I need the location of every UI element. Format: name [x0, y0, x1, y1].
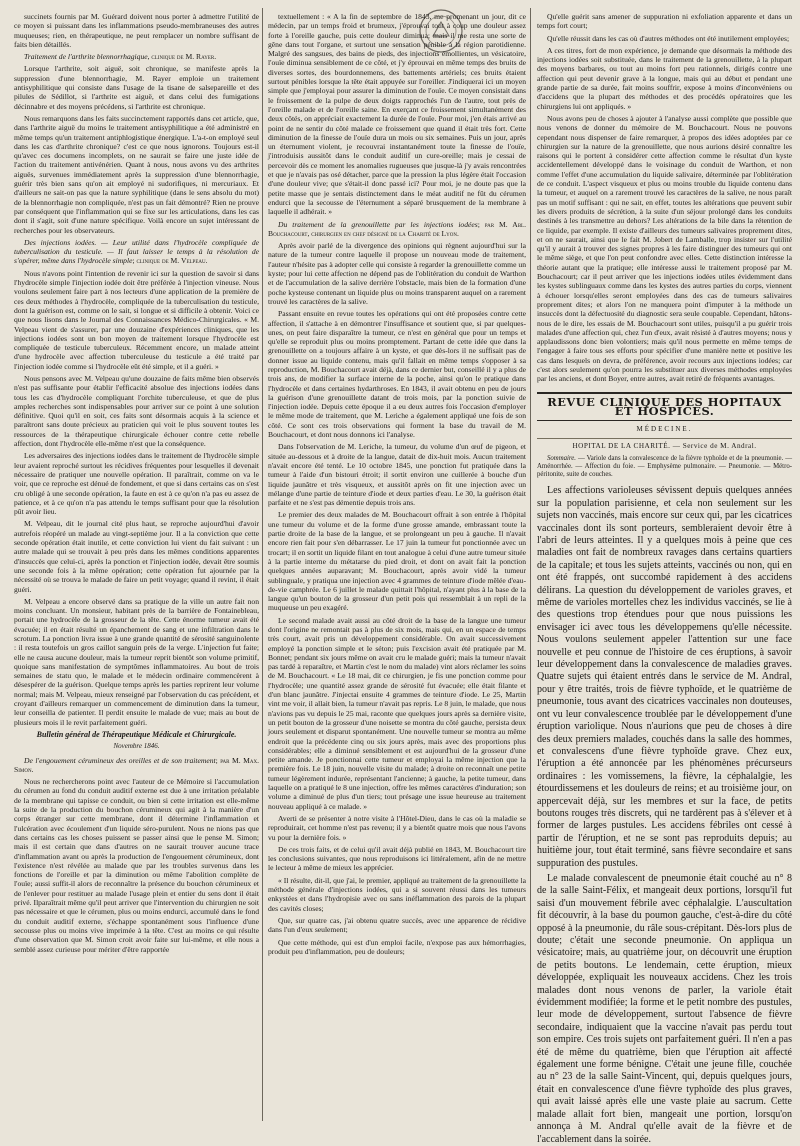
paragraph: Les affections varioleuses sévissent depuis quelques années sur la population parisienne, et cela non seulement sur les sujets non vaccinés, mais encore sur ceux qui, par les cicatrices vaccinales dont ils sont porteurs, sembleraient devoir être à l'abri de leurs atteintes. Il y a quelques mois à peine que ces maladies ont fait de nombreux ravages dans certains quartiers de la capitale; et tous les sujets atteints, vaccinés ou non, qui en ont été frappés, ont succombé rapidement à des accidens délirans. La question du développement de varioles graves, et même de varioles mortelles chez les individus vaccinés, se lie à des questions trop étendues pour que nous puissions les envisager ici avec tous les développemens qu'elle nécessite. Nous voulons seulement appeler l'attention sur une face nouvelle et peu connue de l'histoire de ces éruptions, à savoir leur développement dans la convalescence de maladies graves. Quatre sujets qui étaient entrés dans le service de M. Andral, pour y être traités, trois de fièvre typhoïde, et le quatrième de pneumonie, tous avant des cicatrices vaccinales non douteuses, ont vu leur convalescence troublée par le développement d'une éruption variolique. Nous n'aurions que peu de choses à dire des deux premiers malades, couchés dans la salle des hommes, et convalescens d'une fièvre typhoïde grave. Chez eux, l'éruption a été annoncée par les phénomènes précurseurs ordinaires : les vomissemens, la fièvre, la céphalalgie, les étourdissemens et les douleurs de reins; et au troisième jour, on appercevait déjà, sur les membres et sur la face, de petits boutons rouges très discrets, qui ne tardèrent pas à s'élever et à former de larges pustules. Les accidens fébriles ont cessé à partir de l'éruption, et ne se sont pas reproduits depuis; au huitième jour, tout était terminé, sans fièvre secondaire et sans suppuration des pustules. — [537, 485, 792, 869]
journal-title: Bulletin général de Thérapeutique Médicale et Chirurgicale. — [36, 729, 237, 739]
column-left — [14, 12, 259, 1121]
article-heading — [14, 238, 259, 266]
paragraph: M. Velpeau, dit le journal cité plus haut, se reproche aujourd'hui d'avoir autrefois réopéré un malade au vingt-septième jour. Il a la conviction que cette seconde opération était inutile, et cette conviction lui vient du fait suivant : un autre malade qui se trouvait à peu près dans les mêmes conditions apparentes d'insuccès que celui-ci, après la ponction et l'injection iodée, devait être soumis une seconde fois à la même opération; cette opération fut ajournée par la nécessité où se trouva le malade de faire un petit voyage; quand il revint, il était guéri. — [14, 519, 259, 594]
paragraph: Les adversaires des injections iodées dans le traitement de l'hydrocèle simple leur avaient reproché surtout les récidives fréquentes pour lesquelles il devenait nécessaire de pratiquer une nouvelle opération. Il paraîtrait, comme on va le voir, que ce reproche est dénué de fondement, et que si dans certains cas on s'est cru obligé à une seconde opération, la faute en est à ce qu'on n'a pas eu assez de patience, et à ce qu'on n'a pas attendu le temps suffisant pour que la résolution pût avoir lieu. — [14, 451, 259, 517]
article-heading — [14, 756, 259, 775]
section-header — [537, 392, 792, 422]
paragraph: Le malade convalescent de pneumonie était couché au n° 8 de la salle Saint-Félix, et mangeait deux portions, lorsqu'il fut saisi d'un mouvement fébrile avec céphalalgie. L'auscultation fit découvrir, à la base du poumon gauche, c'est-à-dire du côté opposé à la pneumonie, du râle sous-crépitant. Dès-lors plus de doute; c'était une seconde pneumonie. On appliqua un vésicatoire; mais, au quatrième jour, on découvrit une éruption de petits boutons. Le lendemain, cette éruption, mieux développée, expliquait les nouveaux accidens. Chez les trois malades dont nous venons de parler, la variole était évidemment modifiée; la forme et le petit nombre des pustules, leur mode de développement, surtout l'absence de fièvre secondaire, indiquaient que la vaccine n'avait pas perdu tout son empire. Ces trois sujets ont parfaitement guéri. Il n'en a pas été de même du quatrième, bien que l'éruption ait affecté également une forme bénigne. C'était une jeune fille, couchée au n° 23 de la salle Saint-Vincent, qui, depuis quelques jours, était en convalescence d'une fièvre typhoïde des plus graves, qui avait laissé après elle une vaste plaie au sacrum. Cette malade allait fort bien, mangeait une portion, lorsqu'on annonça à M. Andral qu'elle avait de la fièvre et de l'accablement dans la soirée. — [537, 872, 792, 1145]
section-subtitle: MÉDECINE. — [636, 425, 693, 434]
article-title: Traitement de l'arthrite blennorrhagique — [24, 52, 148, 62]
column-rule-left — [262, 8, 263, 1121]
article-title: Du traitement de la grenouillette par les injections iodées — [278, 219, 478, 229]
paragraph: Passant ensuite en revue toutes les opérations qui ont été proposées contre cette affection, il s'attache à en démontrer l'insuffisance et soutient que, si par quelques-unes, on peut faire disparaître la tumeur, ce n'est en général que pour un temps et qu'elle se reproduit plus ou moins promptement. Partant de cette idée que dans la grenouillette on a toujours affaire à un kyste, et que dès-lors il ne suffisait pas de donner issue au liquide contenu, mais qu'il fallait en même temps s'opposer à sa reproduction, M. Bouchacourt avait déjà, dans ce dernier but, conseillé il y a plus de trois ans, de modifier la surface interne de la poche, ainsi qu'on le pratique dans l'hydrocèle et dans certaines hydarthroses. En 1843, il avait obtenu en peu de jours la guérison d'une grenouillette datant de trois mois, par la ponction suivie de l'injection iodée. Depuis cette époque il a eu deux autres fois l'occasion d'employer le même mode de traitement, que M. Leriche a également appliqué une fois de son côté. Ce sont ces trois observations qui forment la base du travail de M. Bouchacourt, et dont nous donnons ici l'analyse. — [268, 309, 526, 440]
article-body-large — [537, 485, 792, 1146]
paragraph: Nous ne rechercherons point avec l'auteur de ce Mémoire si l'accumulation du cérumen au fond du conduit auditif externe est due à une irritation préalable de la membrane qui tapisse ce conduit, ou bien si cette irritation est elle-même la suite de la production du bouchon cérumineux qui agit à la manière d'un corps étranger sur cette membrane, dont il détermine l'inflammation et l'ulcération avec écoulement d'un liquide séro-purulent. Nous ne nions pas que dans certains cas les choses puissent se passer ainsi que le pense M. Simon; mais il est certain que dans d'autres on ne saurait trouver aucune trace d'inflammation avant ou après la production de l'engouement cérumineux, dont l'existence n'est révélée au malade que par les troubles survenus dans les fonctions de l'oreille et par la diminution ou même l'abolition complète de l'ouïe; aussi suffit-il alors de reconnaître la présence du bouchon cérumineux et de l'enlever pour restituer au malade l'usage plein et entier du sens dont il était privé. Ilparaîtrait même qu'il peut arriver que l'intervention du chirurgien ne soit pas nécessaire et que le cérumen, plus ou moins endurci, accumulé dans le fond du conduit auditif externe, s'échappe spontanément sous l'influence d'une secousse plus ou moins vive imprimée à la tête. C'est au moins ce qui résulte d'une observation que M. Simon croit avoir faite sur lui-même, et elle nous a semblé assez curieuse pour mériter d'être rapportée — [14, 777, 259, 954]
paragraph: Que, sur quatre cas, j'ai obtenu quatre succès, avec une apparence de récidive dans l'un d'eux seulement; — [268, 915, 526, 935]
column-rule-right — [530, 8, 531, 1121]
paragraph: succinets fournis par M. Guérard doivent nous porter à admettre l'utilité de ce moyen si puissant dans les inflammations pseudo-membraneuses des autres muqueuses; rien, en thérapeutique, ne peut remplacer un nombre suffisant de faits bien détaillés. — [14, 12, 259, 49]
paragraph: textuellement : « A la fin de septembre de 1843, me promenant un jour, dit ce médecin, par un temps froid et brumeux, j'éprouvai tout à coup une douleur assez forte à l'oreille gauche, puis cette douleur diminua; mais il me resta une sorte de gêne dans tout l'organe, et surtout une sensation pénible à la région parotidienne. Malgré des sangsues, des bains de pieds, des injections émollientes, un vésicatoire, l'ouïe diminua sensiblement de ce côté, et j'y éprouvai en même temps des bruits de diverses sortes, des bourdonnemens, des battements artériels; ces bruits étaient surtout pénibles lorsque la tête était appuyée sur l'oreiller. J'indiquerai ici un moyen simple que j'employai pour assurer la diminution de l'ouïe. Ce moyen consistait dans le froissement de la pulpe de deux doigts rapprochés l'un de l'autre, tout près de l'oreille malade et de l'oreille saine. En exerçant ce froissement simultanément des deux côtés, on appréciait exactement la durée de l'ouïe. Pour moi, j'en étais arrivé au point de ne sentir du côté malade ce froissement que quand il était très fort. Cette diminution de la finesse de l'ouïe dura un mois ou six semaines. Puis un jour, après un éternument violent, je recouvrai instantanément toute la finesse de l'ouïe, j'introduisis aussitôt dans le conduit auditif un cure-oreille; mais je cessai de percevoir dès ce moment les anomalies rugueuses que jusque-là j'y avais rencontrées et que je n'avais pas osé détacher, parce que la pression la plus légère était l'occasion d'une douleur vive; que s'était-il donc passé ici? Pour moi, je ne doute pas que la petite masse que je sentais distinctement dans le méat auditif ne fût du cérumen endurci que la secousse de l'éternument a séparé brusquement de la membrane à laquelle il adhérait. » — [268, 12, 526, 217]
summary — [537, 455, 792, 480]
article-byline: ; par M. Max. Simon. — [14, 755, 259, 774]
paragraph: Nous avons peu de choses à ajouter à l'analyse aussi complète que possible que nous venons de donner du mémoire de M. Bouchacourt. Nous ne pouvons cependant nous dispenser de faire remarquer, à propos des idées adoptées par ce chirurgien sur la nature de la grenouillette, que nous aurions désiré connaître les raisons qui le portent à considérer cette affection comme le résultat d'un kyste accidentellement développé dans le voisinage du conduit de Warthon, et non comme l'effet d'une accumulation du liquide salivaire, déterminée par l'oblitération de ce conduit. L'aspect visqueux et plus ou moins trouble du liquide contenu dans la tumeur, et auquel on a rarement trouvé les caractères de la salive, ne nous paraît pas un motif suffisant : qui ne sait, en effet, toutes les altérations que peuvent subir les divers produits de sécrétion, à la suite d'un séjour prolongé dans les conduits destinés à les transmettre au dehors? Les altérations de la bile dans la rétention de ce liquide, par exemple. Il existe d'ailleurs des tumeurs salivaires proprement dites, et on ne saurait, ainsi que le fait M. Jobert de Lamballe, trop insister sur l'utilité qu'il y aurait à trouver des signes propres à les faire distinguer des tumeurs qui ont le même siège, et que l'on peut confondre avec elles. Cette distinction intéresse la théorie autant que la pratique; elle intéresse aussi le traitement proposé par M. Bouchacourt; car il peut arriver que les injections iodées utiles évidemment dans les kystes sublinguaux comme dans les kystes des autres parties du corps, viennent à échouer lorsqu'elles seront employées dans des cas de tumeurs salivaires proprement dites; et alors l'on ne manquera point d'imputer à la méthode un insuccès dont la défectuosité du diagnostic sera seule coupable. Cependant, hâtons-nous de le dire, les essais de M. Bouchacourt sont utiles, puisqu'il a pu guérir trois malades d'une affection qui, chez l'un d'eux, avait résisté à d'autres moyens; nous y applaudissons donc bien volontiers; mais qu'il nous permette en même temps de l'engager à faire tous ses efforts pour spécifier d'une manière nette et positive les cas dans lesquels on devra, de préférence, avoir recours aux injections iodées; car c'est alors seulement qu'on pourra les substituer aux diverses méthodes employées par les anciens, et dont Boyer, entre autres, avait retiré de fréquents avantages. — [537, 113, 792, 384]
article-byline: ; clinique de M. Velpeau. — [132, 256, 208, 266]
paragraph: Nous n'avons point l'intention de revenir ici sur la question de savoir si dans l'hydrocèle simple l'injection iodée doit être préférée à l'injection vineuse. Nous voulons seulement faire part à nos lecteurs d'une application de la première de ces deux méthodes à l'hydrocèle, compliquée de la tuberculisation du testicule, dont la guérison est, comme on le sait, si longue et si difficile à obtenir. Voici ce que nous lisons dans le Journal des Connaissances Médico-Chirurgicales. « M. Velpeau vient de s'assurer, par une douzaine d'expériences cliniques, que les injections iodées sont un bon moyen de traitement lorsque l'hydrocèle est compliquée de testicule tuberculeux. Récemment encore, un malade atteint d'une hydrocèle avec affection tuberculeuse du testicule a été traité par l'injection iodée comme si l'hydrocèle eût été simple, et il a guéri. » — [14, 268, 259, 371]
paragraph: A ces titres, fort de mon expérience, je demande que désormais la méthode des injections iodées soit substituée, dans le traitement de la grenouillette, à la plupart des moyens barbares, ou tout au moins fort peu rationnels, dirigés contre une affection qui peut devenir grave à la longue, mais qui au début et pendant une grande partie de sa durée, fait moins souffrir, expose à moins d'inconvéniens ou d'accidens que la plupart des méthodes et des procédés opératoires que les chirurgiens lui ont appliqués. » — [537, 45, 792, 111]
paragraph: Le premier des deux malades de M. Bouchacourt offrait à son entrée à l'hôpital une tumeur du volume et de la forme d'une grosse amande, embrassant toute la partie droite de la base de la langue, et se prolongeant un peu à gauche. Il n'avait encore rien fait pour s'en débarrasser. Le 17 juin la tumeur fut ponctionnée avec un trocart; il en sortit un liquide filant en tout analogue à celui d'une autre tumeur située à la partie interne du métatarse du pied droit, et dont on avait fait la ponction quelques années auparavant; M. Bouchacourt, après avoir vidé la tumeur sublinguale, y pratiqua une injection avec 4 grammes de teinture d'iode mêlée d'eau-de-vie camphrée. Le 6 juillet le malade quittait l'hôpital, n'ayant plus à la base de la langue qu'un bouton de la grosseur d'un petit pois qui ressemblait à un repli de la muqueuse un peu exagéré. — [268, 510, 526, 613]
column-right — [537, 12, 792, 1145]
summary-text: — Variole dans la convalescence de la fièvre typhoïde et de la pneumonie. — Aménorrhée. — Affection du foie. — Emphysème pulmonaire. — Pneumonie. — Métro-péritonite, suite de couches. — [537, 454, 792, 479]
paragraph: Qu'elle réussit dans les cas où d'autres méthodes ont été inutilement employées; — [547, 33, 790, 43]
journal-date: Novembre 1846. — [113, 742, 160, 751]
paragraph: Le second malade avait aussi au côté droit de la base de la langue une tumeur dont l'origine ne remontait pas à plus de six mois, mais qui, en un espace de temps très court, avait pris un développement considérable. On avait successivement employé la ponction simple et le séton; puis l'excision avait été pratiquée par M. Bonnet; pendant six jours même on avait cru le malade guéri; mais la tumeur n'avait pas tardé à reparaître, et Martin c'est le nom du malade) vint alors réclamer les soins de M. Bouchacourt. « Le 18 mai, dit ce chirurgien, je fis une ponction comme pour l'hydrocèle; une quantité assez grande de sérosité fut évacuée; elle était filante et d'un blanc jaunâtre. J'injectai ensuite 4 grammes de teinture d'iode. Le 25, Martin vint me voir, il allait bien, la tumeur n'avait pas repris. Le 8 juin, le malade, que nous n'avions pas vu depuis le 25 mai, raconte que quelques jours après sa dernière visite, un petit bouton de la grosseur d'une noisette se montra du côté gauche, persista deux jours seulement et disparut spontanément. Une nouvelle tumeur se montra au même endroit que la précédente cinq ou six jours après, mais avec des proportions plus considérables; elle a diminué sensiblement et est aujourd'hui de la grosseur d'une petite amande. Je ponctionnai cette tumeur et employai la même injection que la première fois. Le 18 juin, nouvelle visite du malade; à droite on reconnaît une petite tumeur légèrement indurée, représentant l'ancienne; à gauche, la petite tumeur, dans laquelle on a pratiqué le 8 une injection, offre les mêmes caractères d'induration; son volume a diminué de plus d'un tiers; tout présage une issue heureuse au traitement nouveau appliqué à ce malade. » — [268, 615, 526, 811]
article-byline: , clinique de M. Rayer. — [147, 52, 217, 62]
article-heading — [268, 220, 526, 239]
paragraph: De ces trois faits, et de celui qu'il avait déjà publié en 1843, M. Bouchacourt tire les conclusions suivantes, que nous reproduisons ici littéralement, afin de ne mettre le lecteur à même de mieux les apprécier. — [268, 844, 526, 873]
paragraph: Qu'elle guérit sans amener de suppuration ni exfoliation apparente et dans un temps fort court; — [537, 12, 792, 31]
summary-label: Sommaire. — [547, 454, 577, 462]
paragraph: « Il résulte, dit-il, que j'ai, le premier, appliqué au traitement de la grenouillette la méthode générale d'injections iodées, qui a si souvent réussi dans les tumeurs enkystées et dans l'hydropisie avec ou sans inéflammation des parois de la plupart des cavités closes; — [268, 875, 526, 913]
article-title: De l'engouement cérumineux des oreilles et de son traitement — [24, 755, 216, 765]
article-title: Des injections iodées. — Leur utilité dans l'hydrocèle compliquée de tuberculisation du testicule. — Il faut laisser le temps à la résolution de s'opérer, même dans l'hydrocèle simple — [14, 237, 259, 266]
section-title: REVUE CLINIQUE DES HOPITAUX ET HOSPICES. — [547, 394, 782, 418]
paragraph: Nous remarquons dans les faits succinctement rapportés dans cet article, que, dans l'arthrite aiguë du moins le traitement antisyphilitique a été administré en même temps qu'un traitement antiphlogistique énergique. L'a-t-on employé seul dans les cas d'arthrite chronique? c'est ce que nous ignorons. Toujours est-il qu'avec ces documens incomplets, on ne saurait se faire une juste idée de l'action du traitement antivénérien. Quant à nous, nous avons vu des arthrites aiguës, survenues immédiatement après la suppression d'une blennorrhagie, guérir très bien sans qu'on ait employé ni sudorifiques, ni mercuriaux. Et d'ailleurs ne sait-on pas que la nature syphilitique (dans le sens absolu du mot) de la blennorrhagie non compliquée, n'est pas un fait démontré? Rien ne prouve par conséquent que l'inflammation qui se fixe sur les articulations, dans les cas dont il s'agit, soit d'une nature spécifique. Voilà encore un sujet intéressant de recherches pour les observateurs. — [14, 113, 259, 235]
paragraph: Nous pensons avec M. Velpeau qu'une douzaine de faits même bien observés n'est pas suffisante pour établir l'efficacité absolue des injections iodées dans tous les cas d'hydrocèle compliquant l'orchite tuberculeuse, et que de plus amples recherches sont indispensables pour arriver sur ce point à une solution définitive. Quoi qu'il en soit, ces faits sont désormais acquis à la science et paraîtront sans doute précieux au praticien qui voit le plus souvent toutes les ressources de la thérapeutique chirurgicale échouer contre cette rebelle affection, dont l'hydrocèle elle-même n'est que la conséquence. — [14, 373, 259, 449]
paragraph: Que cette méthode, qui est d'un emploi facile, n'expose pas aux hémorrhagies, produit peu d'inflammation, peu de douleurs; — [268, 937, 526, 956]
article-heading — [14, 52, 259, 61]
column-middle — [268, 12, 526, 1121]
paragraph: Lorsque l'arthrite, soit aiguë, soit chronique, se manifeste après la suppression d'une blennorrhagie, M. Rayer emploie un traitement antisyphilitique qui consiste dans l'usage de la tisane de salsepareille et des pilules de Sédillot, si l'arthrite est aiguë, et dans celui des fumigations décinnabre et des moyens précédens, si l'arthrite est chronique. — [14, 64, 259, 111]
paragraph: Après avoir parlé de la divergence des opinions qui règnent aujourd'hui sur la nature de la tumeur contre laquelle il propose un nouveau mode de traitement, l'auteur n'hésite pas à adopter celle qui consiste à regarder la grenouillette comme un kyste; pour lui cette affection ne dépend pas de l'oblitération du conduit de Warthon et de l'accumulation de la salive derrière l'obstacle, mais bien de la formation d'une poche kysteuse contenant un liquide plus ou moins transparent auquel on a rarement trouvé les caractères de la salive. — [268, 241, 526, 306]
paragraph: Averti de se présenter à notre visite à l'Hôtel-Dieu, dans le cas où la maladie se reproduirait, cet homme n'est pas revenu; il y a bientôt quatre mois que nous l'avons vu pour la dernière fois. » — [268, 813, 526, 842]
paragraph: M. Velpeau a encore observé dans sa pratique de la ville un autre fait non moins concluant. Un monsieur, habitant près de la barrière de Fontainebleau, portait une hydrocèle de la grosseur de la tête. Cette énorme tumeur avait été évacuée; il en était résulté un épanchement de sang et une infiltration dans le scrotum. La ponction livra issue à une grande quantité de sérosité sanguinolente : il resta toutefois un gros caillot sanguin près de la verge. L'injection fut faite; elle ne causa aucune douleur, mais la tumeur reprit bientôt son volume primitif, quoique sans manifestation de symptômes inflammatoires. Au bout de trois semaines de statu quo, le malade et le médecin ordinaire commencèrent à désespérer de la guérison. Quelque temps après les parties reprirent leur volume normal; mais M. Velpeau, mieux renseigné par l'observation du cas précédent, et croyant d'ailleurs remarquer un commencement de diminution dans la tumeur, leur conseilla de patienter. Il perdit ensuite le malade de vue; mais au bout de plusieurs mois il le revit parfaitement guéri. — [14, 596, 259, 727]
article-byline: ; par M. Abl. Bouchacourt, chirurgien en chef désigné de la Charité de Lyon. — [268, 219, 527, 238]
hospital-heading: HOPITAL DE LA CHARITÉ. — Service de M. Andral. — [537, 438, 792, 451]
paragraph: Dans l'observation de M. Leriche, la tumeur, du volume d'un œuf de pigeon, et située au-dessous et à droite de la langue, datait de dix-huit mois. Aucun traitement n'avait encore été tenté. Le 10 octobre 1845, une ponction fut pratiquée dans la tumeur à l'aide d'un bistouri étroit; il sortit environ une cuillerée à bouche d'un liquide jaunâtre et très visqueux, et aussitôt après on fit une injection avec un mélange d'une partie de teinture d'iode et deux parties d'eau. Le 30, la guérison était parfaite et ne s'est pas démentie depuis trois ans. — [268, 442, 526, 508]
